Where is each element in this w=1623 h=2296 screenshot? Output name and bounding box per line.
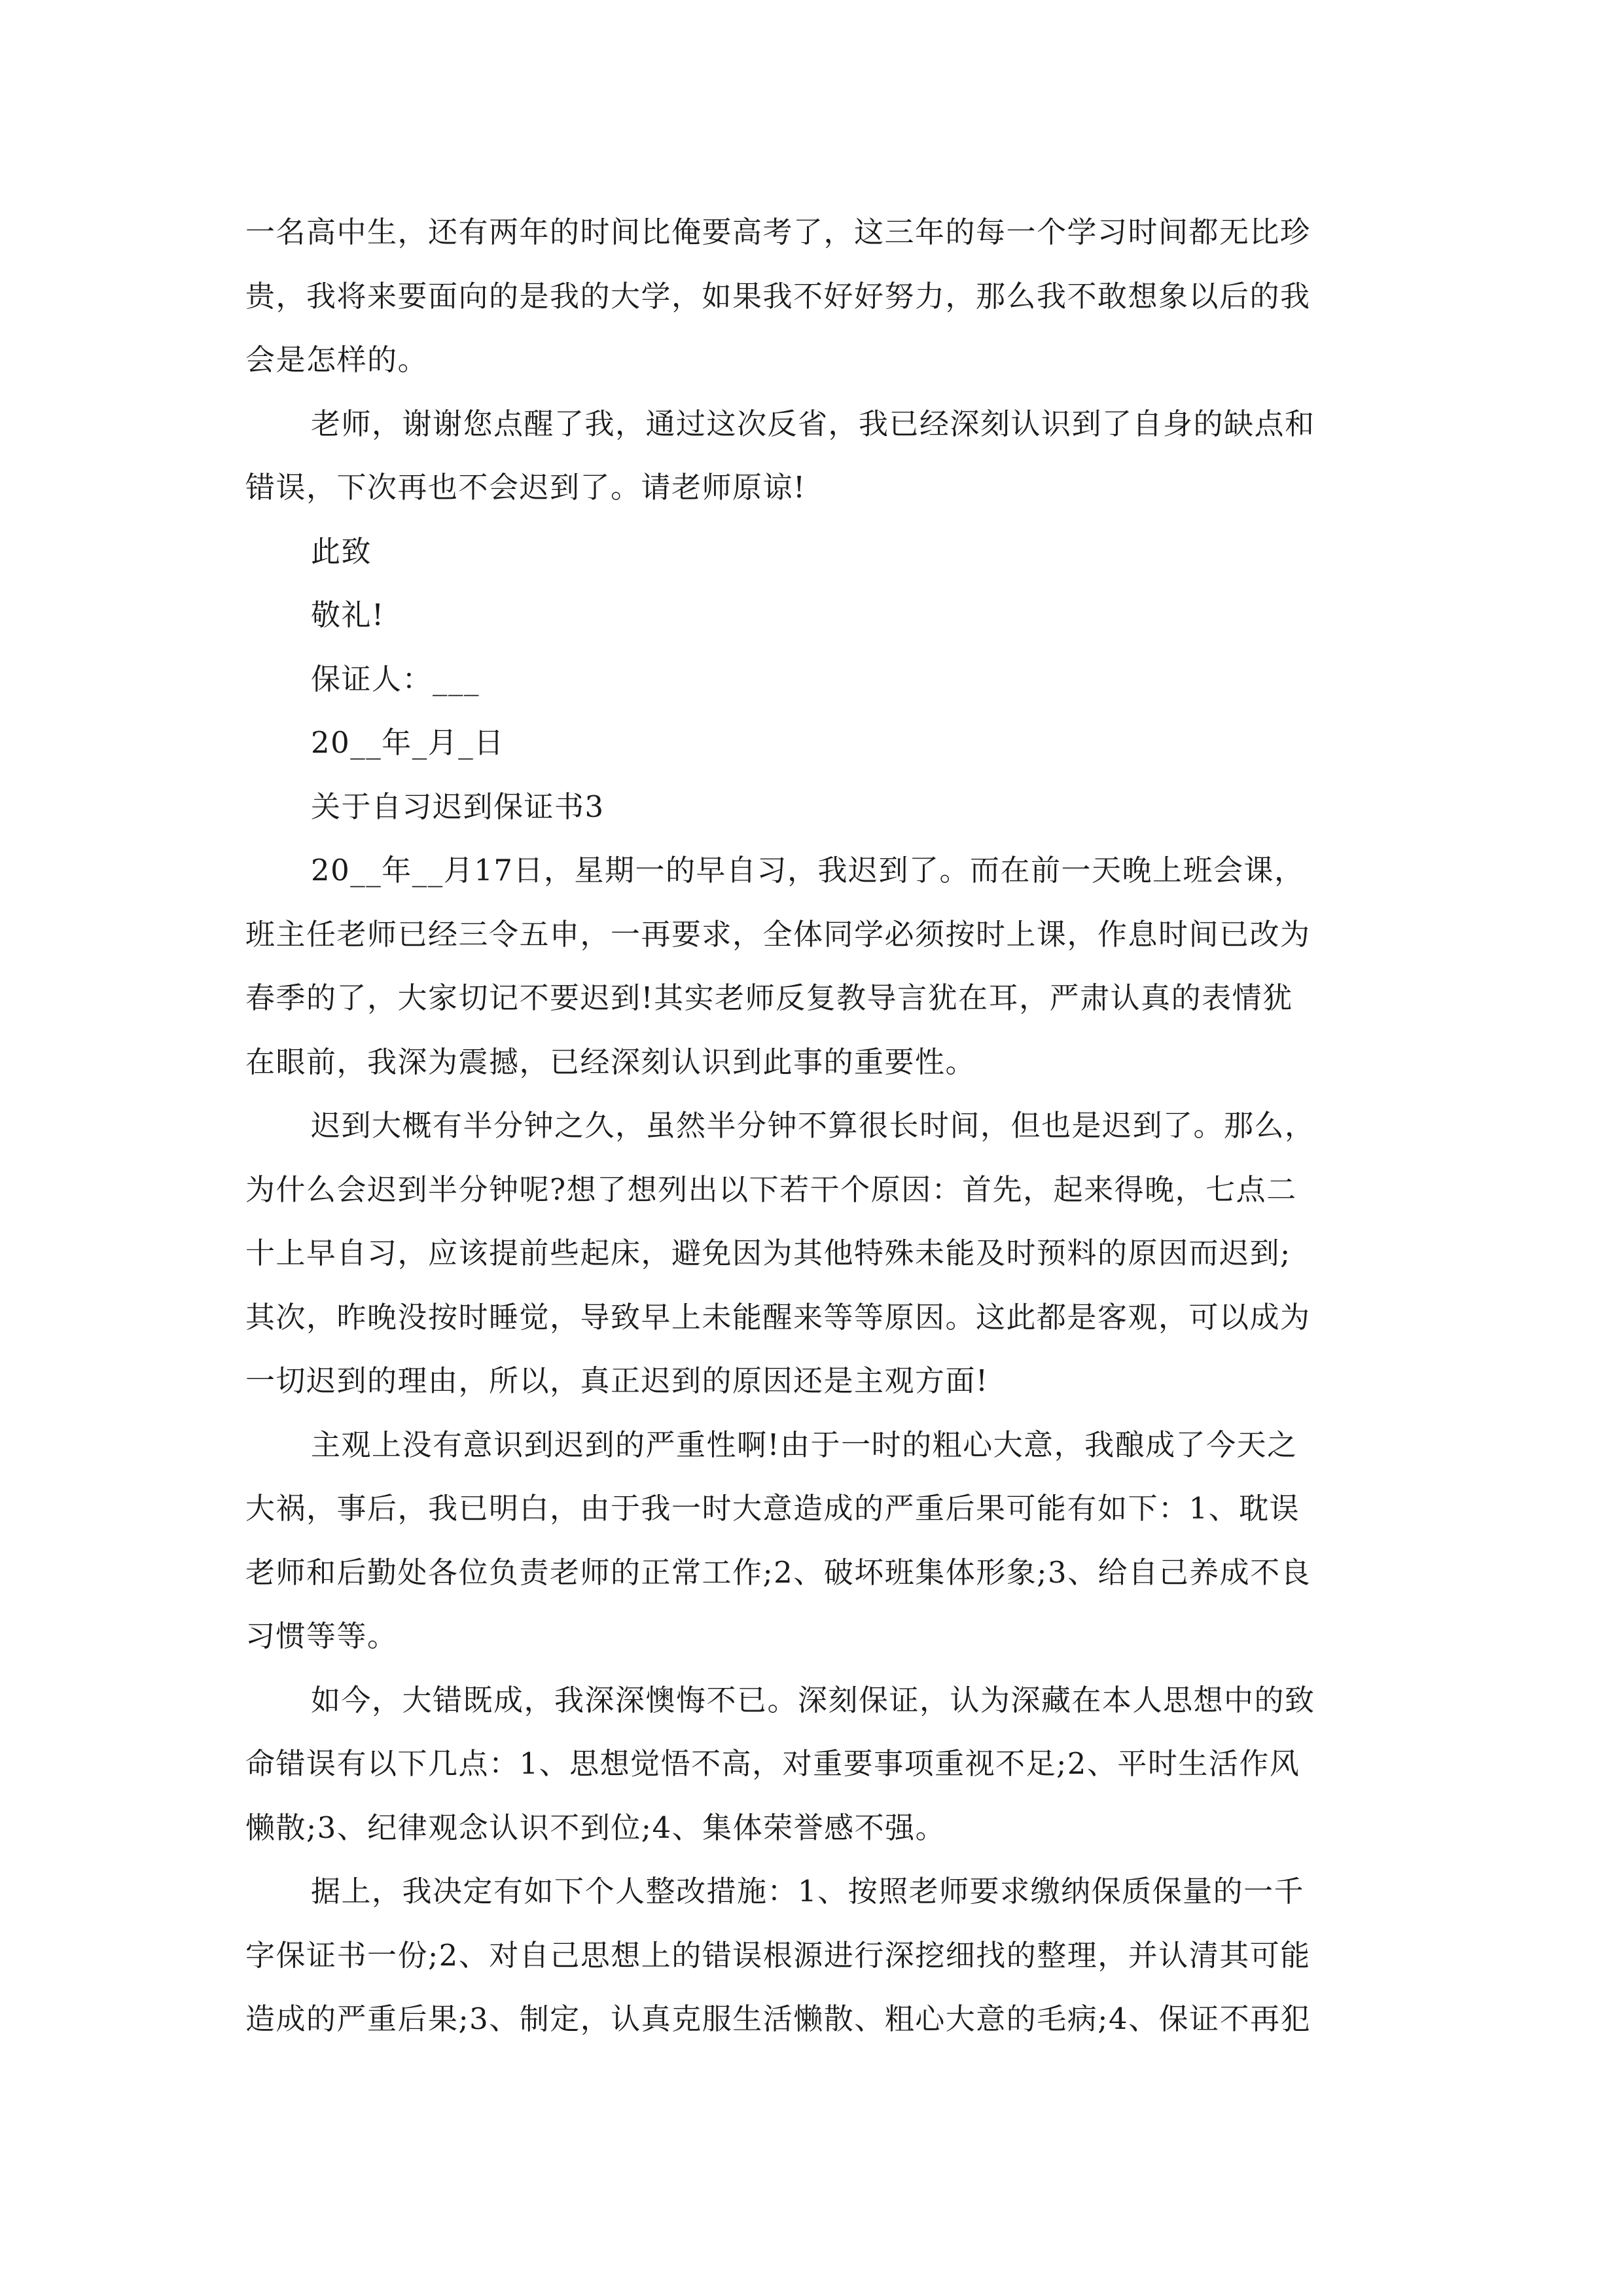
text-line: 大祸，事后，我已明白，由于我一时大意造成的严重后果可能有如下：1、耽误: [245, 1491, 1300, 1526]
text-line: 为什么会迟到半分钟呢?想了想列出以下若干个原因：首先，起来得晚，七点二: [245, 1172, 1297, 1207]
text-line: 习惯等等。: [245, 1619, 398, 1653]
text-line: 一名高中生，还有两年的时间比俺要高考了，这三年的每一个学习时间都无比珍: [245, 215, 1311, 249]
text-line: 老师，谢谢您点醒了我，通过这次反省，我已经深刻认识到了自身的缺点和: [311, 406, 1315, 441]
date-line: 20__年_月_日: [311, 725, 505, 760]
text-line: 春季的了，大家切记不要迟到!其实老师反复教导言犹在耳，严肃认真的表情犹: [245, 980, 1293, 1015]
text-line: 懒散;3、纪律观念认识不到位;4、集体荣誉感不强。: [245, 1810, 946, 1845]
text-line: 据上，我决定有如下个人整改措施：1、按照老师要求缴纳保质保量的一千: [311, 1874, 1305, 1909]
guarantor-line: 保证人：___: [311, 661, 480, 696]
text-line: 老师和后勤处各位负责老师的正常工作;2、破坏班集体形象;3、给自己养成不良: [245, 1554, 1311, 1590]
text-line: 其次，昨晚没按时睡觉，导致早上未能醒来等等原因。这此都是客观，可以成为: [245, 1299, 1311, 1335]
text-line: 错误，下次再也不会迟到了。请老师原谅!: [245, 470, 806, 505]
text-line: 命错误有以下几点：1、思想觉悟不高，对重要事项重视不足;2、平时生活作风: [245, 1746, 1300, 1781]
section-title: 关于自习迟到保证书3: [311, 789, 605, 824]
text-line: 会是怎样的。: [245, 342, 429, 377]
document-page: [245, 200, 1374, 2051]
text-line: 字保证书一份;2、对自己思想上的错误根源进行深挖细找的整理，并认清其可能: [245, 1937, 1311, 1973]
text-line: 20__年__月17日，星期一的早自习，我迟到了。而在前一天晚上班会课，: [311, 853, 1305, 888]
text-line: 贵，我将来要面向的是我的大学，如果我不好好努力，那么我不敢想象以后的我: [245, 278, 1311, 314]
text-line: 一切迟到的理由，所以，真正迟到的原因还是主观方面!: [245, 1363, 989, 1398]
text-line: 造成的严重后果;3、制定，认真克服生活懒散、粗心大意的毛病;4、保证不再犯: [245, 2001, 1311, 2036]
text-line: 如今，大错既成，我深深懊悔不已。深刻保证，认为深藏在本人思想中的致: [311, 1682, 1315, 1717]
text-line: 主观上没有意识到迟到的严重性啊!由于一时的粗心大意，我酿成了今天之: [311, 1427, 1298, 1462]
closing-regards: 敬礼!: [311, 598, 385, 632]
text-line: 在眼前，我深为震撼，已经深刻认识到此事的重要性。: [245, 1044, 976, 1079]
text-line: 班主任老师已经三令五申，一再要求，全体同学必须按时上课，作息时间已改为: [245, 916, 1311, 952]
text-line: 迟到大概有半分钟之久，虽然半分钟不算很长时间，但也是迟到了。那么，: [311, 1108, 1315, 1143]
closing-salutation: 此致: [311, 533, 372, 569]
text-line: 十上早自习，应该提前些起床，避免因为其他特殊未能及时预料的原因而迟到;: [245, 1236, 1291, 1270]
